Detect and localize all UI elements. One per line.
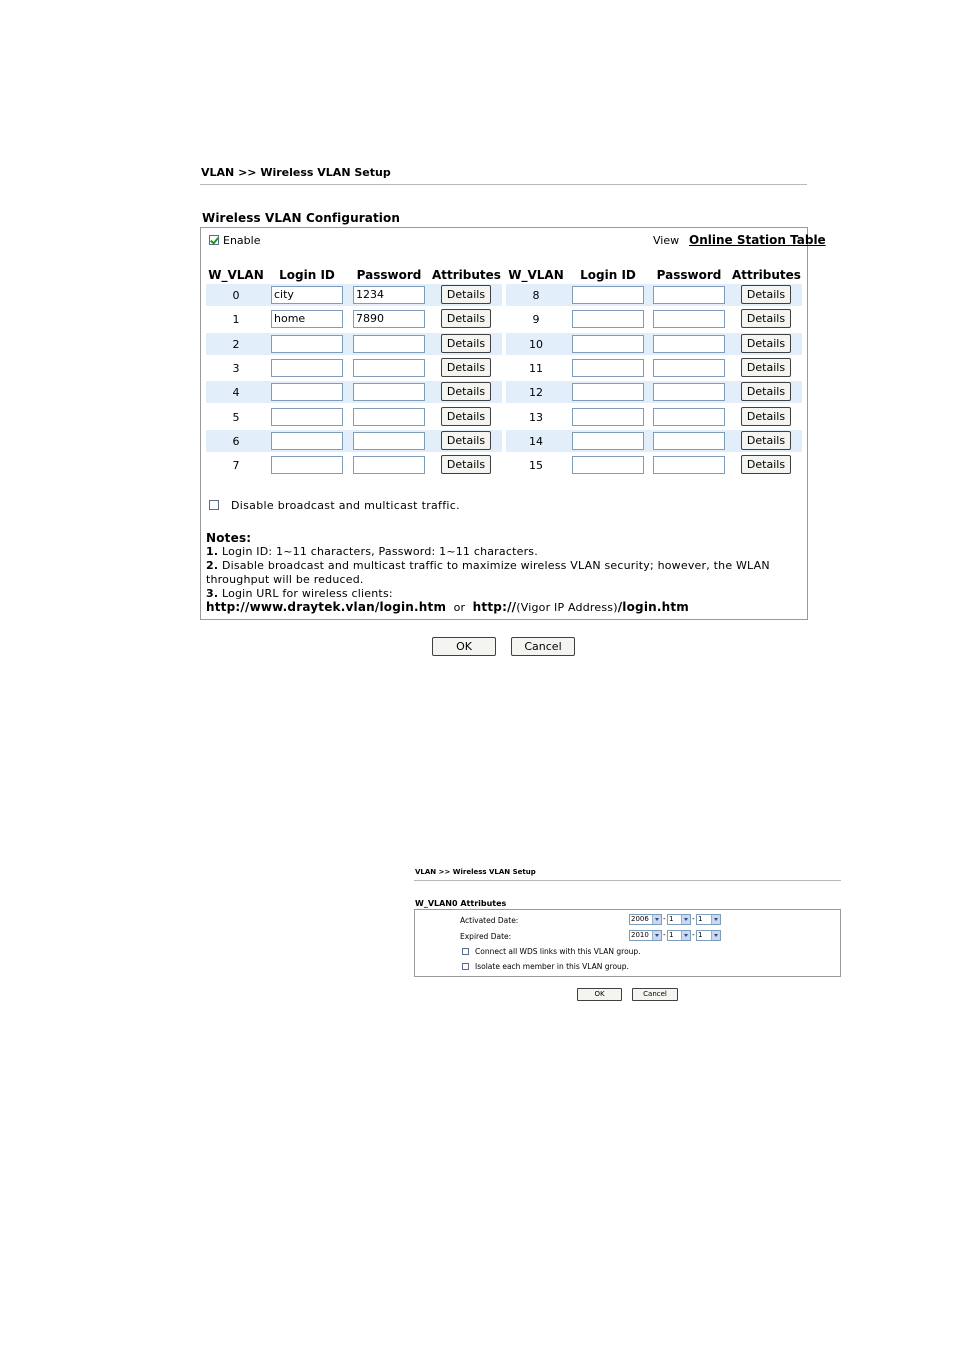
header-password-right: Password <box>656 268 722 282</box>
password-input[interactable] <box>653 383 725 401</box>
note-3-text: Login URL for wireless clients: <box>221 587 393 600</box>
password-input[interactable] <box>353 408 425 426</box>
login-url-2-prefix: http:// <box>472 600 517 614</box>
disable-broadcast-checkbox[interactable] <box>209 500 219 510</box>
login-id-input[interactable] <box>572 335 644 353</box>
login-id-input[interactable]: home <box>271 310 343 328</box>
isolate-members-label: Isolate each member in this VLAN group. <box>475 962 629 971</box>
connect-wds-label: Connect all WDS links with this VLAN group. <box>475 947 641 956</box>
attributes-breadcrumb: VLAN >> Wireless VLAN Setup <box>415 868 536 876</box>
attributes-divider <box>414 880 841 881</box>
password-input[interactable] <box>653 310 725 328</box>
w-vlan-id: 10 <box>529 338 543 351</box>
activated-day-select[interactable]: 1 <box>696 914 721 925</box>
details-button[interactable]: Details <box>441 334 491 353</box>
details-button[interactable]: Details <box>741 334 791 353</box>
password-input[interactable] <box>653 359 725 377</box>
note-1-text: Login ID: 1~11 characters, Password: 1~11 characters. <box>221 545 538 558</box>
details-button[interactable]: Details <box>441 358 491 377</box>
login-url-1: http://www.draytek.vlan/login.htm <box>206 600 447 614</box>
password-input[interactable] <box>653 432 725 450</box>
attributes-title: W_VLAN0 Attributes <box>415 899 507 908</box>
chevron-down-icon <box>711 931 720 940</box>
chevron-down-icon <box>652 915 661 924</box>
header-login-id-left: Login ID <box>279 268 335 282</box>
w-vlan-id: 3 <box>232 362 240 375</box>
enable-checkbox[interactable] <box>209 235 219 245</box>
url-or: or <box>453 601 466 614</box>
expired-day-select[interactable]: 1 <box>696 930 721 941</box>
header-login-id-right: Login ID <box>580 268 636 282</box>
password-input[interactable] <box>653 286 725 304</box>
w-vlan-id: 11 <box>529 362 543 375</box>
login-id-input[interactable] <box>572 359 644 377</box>
expired-year-select[interactable]: 2010 <box>629 930 662 941</box>
password-input[interactable] <box>353 383 425 401</box>
note-3 <box>206 587 393 600</box>
note-2-num: 2. <box>206 559 219 572</box>
cancel-button[interactable]: Cancel <box>511 637 575 656</box>
details-button[interactable]: Details <box>741 431 791 450</box>
w-vlan-id: 12 <box>529 386 543 399</box>
w-vlan-id: 0 <box>232 289 240 302</box>
details-button[interactable]: Details <box>741 309 791 328</box>
w-vlan-id: 6 <box>232 435 240 448</box>
password-input[interactable] <box>353 359 425 377</box>
login-id-input[interactable] <box>271 432 343 450</box>
note-2-text: Disable broadcast and multicast traffic to maximize wireless VLAN security; however, the WLAN <box>221 559 770 572</box>
details-button[interactable]: Details <box>741 407 791 426</box>
login-id-input[interactable] <box>271 359 343 377</box>
details-button[interactable]: Details <box>441 455 491 474</box>
w-vlan-id: 15 <box>529 459 543 472</box>
activated-month-select[interactable]: 1 <box>667 914 691 925</box>
note-3-num: 3. <box>206 587 219 600</box>
enable-label: Enable <box>223 234 261 247</box>
details-button[interactable]: Details <box>741 455 791 474</box>
w-vlan-id: 8 <box>532 289 540 302</box>
details-button[interactable]: Details <box>441 382 491 401</box>
header-password-left: Password <box>356 268 422 282</box>
password-input[interactable] <box>353 335 425 353</box>
w-vlan-id: 9 <box>532 313 540 326</box>
connect-wds-checkbox[interactable] <box>462 948 469 955</box>
isolate-members-checkbox[interactable] <box>462 963 469 970</box>
note-2-cont: throughput will be reduced. <box>206 573 364 586</box>
attributes-cancel-button[interactable]: Cancel <box>632 988 678 1001</box>
login-id-input[interactable] <box>271 335 343 353</box>
chevron-down-icon <box>652 931 661 940</box>
login-id-input[interactable]: city <box>271 286 343 304</box>
dash: - <box>692 914 695 923</box>
details-button[interactable]: Details <box>441 407 491 426</box>
login-id-input[interactable] <box>572 310 644 328</box>
header-w-vlan-right: W_VLAN <box>508 268 564 282</box>
chevron-down-icon <box>711 915 720 924</box>
login-id-input[interactable] <box>271 456 343 474</box>
online-station-table-link[interactable]: Online Station Table <box>689 233 826 247</box>
details-button[interactable]: Details <box>441 285 491 304</box>
chevron-down-icon <box>681 915 690 924</box>
w-vlan-id: 7 <box>232 459 240 472</box>
w-vlan-id: 2 <box>232 338 240 351</box>
w-vlan-id: 4 <box>232 386 240 399</box>
breadcrumb-divider <box>200 184 807 185</box>
login-urls <box>206 600 689 614</box>
ok-button[interactable]: OK <box>432 637 496 656</box>
login-id-input[interactable] <box>572 432 644 450</box>
w-vlan-id: 1 <box>232 313 240 326</box>
w-vlan-id: 13 <box>529 411 543 424</box>
password-input[interactable]: 7890 <box>353 310 425 328</box>
password-input[interactable] <box>653 408 725 426</box>
password-input[interactable] <box>353 456 425 474</box>
breadcrumb: VLAN >> Wireless VLAN Setup <box>201 166 391 179</box>
login-id-input[interactable] <box>572 286 644 304</box>
password-input[interactable] <box>653 456 725 474</box>
notes-title: Notes: <box>206 531 252 545</box>
attributes-ok-button[interactable]: OK <box>577 988 622 1001</box>
login-id-input[interactable] <box>572 456 644 474</box>
details-button[interactable]: Details <box>741 285 791 304</box>
expired-month-select[interactable]: 1 <box>667 930 691 941</box>
header-attributes-right: Attributes <box>732 268 801 282</box>
details-button[interactable]: Details <box>441 431 491 450</box>
note-2 <box>206 559 770 572</box>
password-input[interactable] <box>353 432 425 450</box>
details-button[interactable]: Details <box>741 382 791 401</box>
details-button[interactable]: Details <box>441 309 491 328</box>
header-w-vlan-left: W_VLAN <box>208 268 264 282</box>
view-label: View <box>653 234 680 247</box>
dash: - <box>692 930 695 939</box>
w-vlan-id: 5 <box>232 411 240 424</box>
w-vlan-id: 14 <box>529 435 543 448</box>
password-input[interactable]: 1234 <box>353 286 425 304</box>
expired-date-label: Expired Date: <box>460 932 512 941</box>
disable-broadcast-label: Disable broadcast and multicast traffic. <box>231 499 460 512</box>
login-id-input[interactable] <box>572 408 644 426</box>
password-input[interactable] <box>653 335 725 353</box>
activated-year-select[interactable]: 2006 <box>629 914 662 925</box>
login-id-input[interactable] <box>572 383 644 401</box>
login-url-2-suffix: /login.htm <box>617 600 690 614</box>
dash: - <box>663 930 666 939</box>
dash: - <box>663 914 666 923</box>
section-title: Wireless VLAN Configuration <box>202 211 400 225</box>
header-attributes-left: Attributes <box>432 268 501 282</box>
chevron-down-icon <box>681 931 690 940</box>
login-id-input[interactable] <box>271 383 343 401</box>
note-1 <box>206 545 538 558</box>
login-id-input[interactable] <box>271 408 343 426</box>
activated-date-label: Activated Date: <box>460 916 519 925</box>
note-1-num: 1. <box>206 545 219 558</box>
login-url-2-ip: (Vigor IP Address) <box>516 601 618 614</box>
details-button[interactable]: Details <box>741 358 791 377</box>
